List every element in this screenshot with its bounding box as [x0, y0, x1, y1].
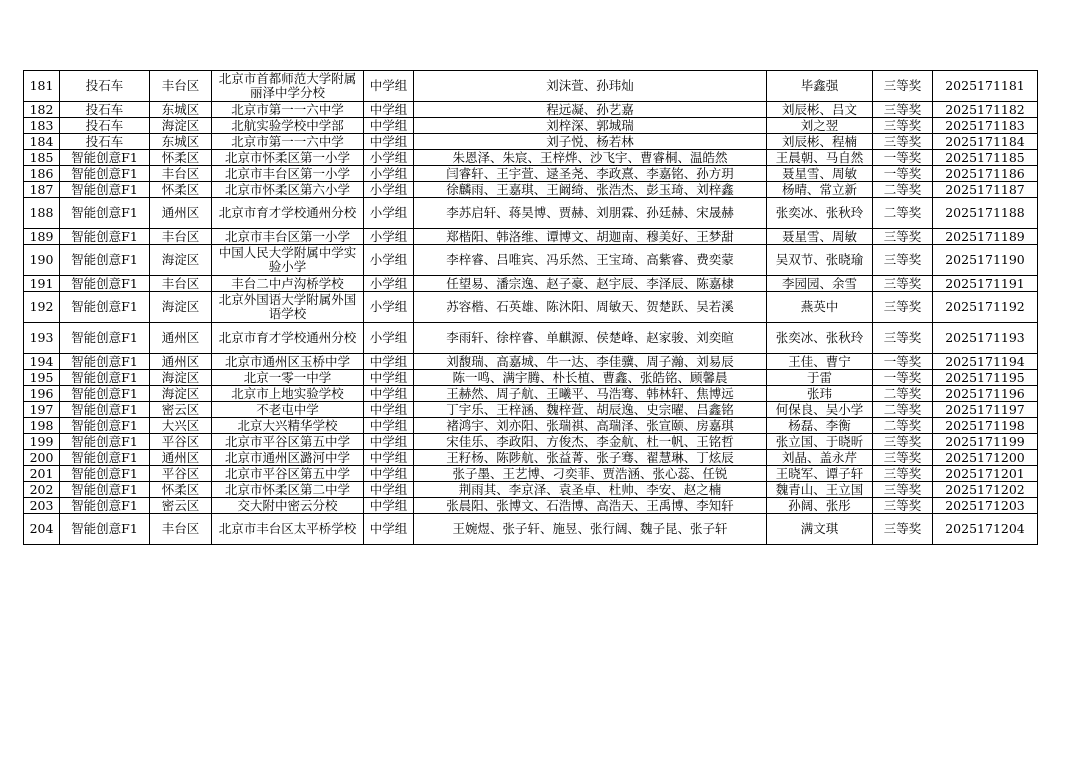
- certificate-cell: 2025171192: [933, 292, 1038, 323]
- event-cell: 智能创意F1: [60, 323, 150, 354]
- serial-cell: 183: [24, 118, 60, 134]
- coach-cell: 吴双节、张晓瑜: [767, 245, 873, 276]
- award-cell: 三等奖: [873, 229, 933, 245]
- district-cell: 丰台区: [150, 514, 212, 545]
- district-cell: 丰台区: [150, 276, 212, 292]
- event-cell: 投石车: [60, 71, 150, 102]
- district-cell: 海淀区: [150, 245, 212, 276]
- coach-cell: 王佳、曹宁: [767, 354, 873, 370]
- students-cell: 朱恩泽、朱宸、王梓烨、沙飞宇、曹睿桐、温皓然: [414, 150, 767, 166]
- group-cell: 小学组: [364, 182, 414, 198]
- certificate-cell: 2025171190: [933, 245, 1038, 276]
- certificate-cell: 2025171188: [933, 198, 1038, 229]
- award-cell: 三等奖: [873, 323, 933, 354]
- group-cell: 中学组: [364, 418, 414, 434]
- award-cell: 三等奖: [873, 514, 933, 545]
- district-cell: 密云区: [150, 402, 212, 418]
- certificate-cell: 2025171183: [933, 118, 1038, 134]
- school-cell: 北京市丰台区第一小学: [212, 166, 364, 182]
- coach-cell: 刘之翌: [767, 118, 873, 134]
- award-cell: 三等奖: [873, 450, 933, 466]
- serial-cell: 201: [24, 466, 60, 482]
- group-cell: 中学组: [364, 498, 414, 514]
- school-cell: 北京市育才学校通州分校: [212, 198, 364, 229]
- students-cell: 丁宇乐、王梓涵、魏梓萱、胡辰逸、史宗曜、吕鑫铭: [414, 402, 767, 418]
- event-cell: 智能创意F1: [60, 292, 150, 323]
- event-cell: 智能创意F1: [60, 354, 150, 370]
- students-cell: 王籽杨、陈陟航、张益菁、张子骞、翟慧琳、丁炫辰: [414, 450, 767, 466]
- district-cell: 海淀区: [150, 386, 212, 402]
- serial-cell: 190: [24, 245, 60, 276]
- group-cell: 中学组: [364, 118, 414, 134]
- certificate-cell: 2025171195: [933, 370, 1038, 386]
- school-cell: 北京市怀柔区第二中学: [212, 482, 364, 498]
- district-cell: 通州区: [150, 450, 212, 466]
- group-cell: 中学组: [364, 434, 414, 450]
- certificate-cell: 2025171185: [933, 150, 1038, 166]
- certificate-cell: 2025171204: [933, 514, 1038, 545]
- district-cell: 东城区: [150, 102, 212, 118]
- coach-cell: 张奕冰、张秋玲: [767, 323, 873, 354]
- serial-cell: 188: [24, 198, 60, 229]
- certificate-cell: 2025171196: [933, 386, 1038, 402]
- students-cell: 刘沫萱、孙玮灿: [414, 71, 767, 102]
- coach-cell: 张奕冰、张秋玲: [767, 198, 873, 229]
- serial-cell: 191: [24, 276, 60, 292]
- coach-cell: 刘辰彬、吕文: [767, 102, 873, 118]
- certificate-cell: 2025171194: [933, 354, 1038, 370]
- school-cell: 不老屯中学: [212, 402, 364, 418]
- group-cell: 小学组: [364, 323, 414, 354]
- school-cell: 北京一零一中学: [212, 370, 364, 386]
- coach-cell: 毕鑫强: [767, 71, 873, 102]
- award-cell: 一等奖: [873, 150, 933, 166]
- school-cell: 北京市怀柔区第一小学: [212, 150, 364, 166]
- district-cell: 丰台区: [150, 229, 212, 245]
- students-cell: 张晨阳、张博文、石浩博、高浩天、王禹博、李知轩: [414, 498, 767, 514]
- award-cell: 三等奖: [873, 134, 933, 150]
- serial-cell: 193: [24, 323, 60, 354]
- award-cell: 一等奖: [873, 370, 933, 386]
- event-cell: 投石车: [60, 118, 150, 134]
- coach-cell: 刘辰彬、程楠: [767, 134, 873, 150]
- serial-cell: 203: [24, 498, 60, 514]
- serial-cell: 197: [24, 402, 60, 418]
- coach-cell: 王晓军、谭子轩: [767, 466, 873, 482]
- award-cell: 一等奖: [873, 166, 933, 182]
- event-cell: 智能创意F1: [60, 150, 150, 166]
- group-cell: 小学组: [364, 229, 414, 245]
- group-cell: 小学组: [364, 166, 414, 182]
- table-row: [24, 386, 1038, 402]
- award-cell: 二等奖: [873, 182, 933, 198]
- table-row: [24, 498, 1038, 514]
- coach-cell: 孙阔、张彤: [767, 498, 873, 514]
- students-cell: 荆雨其、李京泽、袁圣卓、杜帅、李安、赵之楠: [414, 482, 767, 498]
- table-row: [24, 166, 1038, 182]
- district-cell: 怀柔区: [150, 482, 212, 498]
- certificate-cell: 2025171186: [933, 166, 1038, 182]
- serial-cell: 199: [24, 434, 60, 450]
- event-cell: 智能创意F1: [60, 276, 150, 292]
- certificate-cell: 2025171198: [933, 418, 1038, 434]
- serial-cell: 204: [24, 514, 60, 545]
- group-cell: 小学组: [364, 245, 414, 276]
- award-cell: 三等奖: [873, 292, 933, 323]
- group-cell: 中学组: [364, 514, 414, 545]
- award-cell: 二等奖: [873, 386, 933, 402]
- coach-cell: 张立国、于晓昕: [767, 434, 873, 450]
- group-cell: 小学组: [364, 150, 414, 166]
- group-cell: 中学组: [364, 71, 414, 102]
- table-row: [24, 402, 1038, 418]
- district-cell: 海淀区: [150, 292, 212, 323]
- event-cell: 智能创意F1: [60, 166, 150, 182]
- district-cell: 丰台区: [150, 166, 212, 182]
- district-cell: 平谷区: [150, 466, 212, 482]
- school-cell: 北京大兴精华学校: [212, 418, 364, 434]
- award-cell: 三等奖: [873, 71, 933, 102]
- serial-cell: 187: [24, 182, 60, 198]
- award-cell: 三等奖: [873, 466, 933, 482]
- table-row: [24, 323, 1038, 354]
- event-cell: 智能创意F1: [60, 482, 150, 498]
- table-row: [24, 118, 1038, 134]
- serial-cell: 194: [24, 354, 60, 370]
- students-cell: 宋佳乐、李政阳、方俊杰、李金航、杜一帆、王铭哲: [414, 434, 767, 450]
- serial-cell: 189: [24, 229, 60, 245]
- school-cell: 北航实验学校中学部: [212, 118, 364, 134]
- school-cell: 北京市第一一六中学: [212, 102, 364, 118]
- serial-cell: 181: [24, 71, 60, 102]
- group-cell: 中学组: [364, 482, 414, 498]
- coach-cell: 杨晴、常立新: [767, 182, 873, 198]
- school-cell: 中国人民大学附属中学实验小学: [212, 245, 364, 276]
- table-row: [24, 134, 1038, 150]
- award-cell: 三等奖: [873, 276, 933, 292]
- award-results-table: [23, 70, 1038, 545]
- certificate-cell: 2025171181: [933, 71, 1038, 102]
- table-row: [24, 150, 1038, 166]
- students-cell: 李苏启轩、蒋昊博、贾赫、刘朋霖、孙廷赫、宋晟赫: [414, 198, 767, 229]
- school-cell: 丰台二中卢沟桥学校: [212, 276, 364, 292]
- event-cell: 智能创意F1: [60, 182, 150, 198]
- district-cell: 东城区: [150, 134, 212, 150]
- students-cell: 郑楷阳、韩洛维、谭博文、胡迦南、穆美好、王梦甜: [414, 229, 767, 245]
- group-cell: 小学组: [364, 292, 414, 323]
- coach-cell: 李园园、余雪: [767, 276, 873, 292]
- school-cell: 北京市育才学校通州分校: [212, 323, 364, 354]
- award-cell: 三等奖: [873, 434, 933, 450]
- serial-cell: 184: [24, 134, 60, 150]
- certificate-cell: 2025171182: [933, 102, 1038, 118]
- award-cell: 二等奖: [873, 198, 933, 229]
- coach-cell: 魏青山、王立国: [767, 482, 873, 498]
- students-cell: 陈一鸣、满宇腾、朴长植、曹鑫、张皓铭、顾馨晨: [414, 370, 767, 386]
- group-cell: 中学组: [364, 134, 414, 150]
- table-row: [24, 514, 1038, 545]
- district-cell: 怀柔区: [150, 150, 212, 166]
- school-cell: 北京市第一一六中学: [212, 134, 364, 150]
- school-cell: 北京市首都师范大学附属丽泽中学分校: [212, 71, 364, 102]
- group-cell: 小学组: [364, 198, 414, 229]
- table-row: [24, 276, 1038, 292]
- students-cell: 张子墨、王艺博、刁奕菲、贾浩涵、张心蕊、任锐: [414, 466, 767, 482]
- district-cell: 怀柔区: [150, 182, 212, 198]
- district-cell: 大兴区: [150, 418, 212, 434]
- district-cell: 通州区: [150, 354, 212, 370]
- event-cell: 智能创意F1: [60, 434, 150, 450]
- coach-cell: 何保良、吴小学: [767, 402, 873, 418]
- table-row: [24, 370, 1038, 386]
- event-cell: 智能创意F1: [60, 498, 150, 514]
- award-cell: 三等奖: [873, 118, 933, 134]
- group-cell: 小学组: [364, 276, 414, 292]
- group-cell: 中学组: [364, 354, 414, 370]
- school-cell: 北京市通州区玉桥中学: [212, 354, 364, 370]
- serial-cell: 195: [24, 370, 60, 386]
- table-row: [24, 229, 1038, 245]
- event-cell: 智能创意F1: [60, 514, 150, 545]
- district-cell: 丰台区: [150, 71, 212, 102]
- event-cell: 智能创意F1: [60, 229, 150, 245]
- event-cell: 投石车: [60, 134, 150, 150]
- coach-cell: 杨磊、李衡: [767, 418, 873, 434]
- coach-cell: 刘晶、盖永芹: [767, 450, 873, 466]
- table-row: [24, 450, 1038, 466]
- students-cell: 徐麟雨、王嘉琪、王阚绮、张浩杰、彭玉琦、刘梓鑫: [414, 182, 767, 198]
- certificate-cell: 2025171199: [933, 434, 1038, 450]
- students-cell: 王婉煜、张子轩、施昱、张行阔、魏子昆、张子轩: [414, 514, 767, 545]
- certificate-cell: 2025171193: [933, 323, 1038, 354]
- students-cell: 刘馥瑞、高嘉城、牛一达、李佳骥、周子瀚、刘易辰: [414, 354, 767, 370]
- award-cell: 三等奖: [873, 102, 933, 118]
- students-cell: 程远凝、孙艺嘉: [414, 102, 767, 118]
- district-cell: 海淀区: [150, 370, 212, 386]
- award-cell: 一等奖: [873, 354, 933, 370]
- award-cell: 二等奖: [873, 402, 933, 418]
- serial-cell: 198: [24, 418, 60, 434]
- students-cell: 褚鸿宇、刘亦阳、张瑞祺、高瑞泽、张宣颐、房嘉琪: [414, 418, 767, 434]
- table-row: [24, 482, 1038, 498]
- certificate-cell: 2025171197: [933, 402, 1038, 418]
- coach-cell: 聂星雪、周敏: [767, 229, 873, 245]
- event-cell: 智能创意F1: [60, 245, 150, 276]
- table-row: [24, 354, 1038, 370]
- serial-cell: 202: [24, 482, 60, 498]
- table-row: [24, 102, 1038, 118]
- table-row: [24, 71, 1038, 102]
- table-row: [24, 466, 1038, 482]
- certificate-cell: 2025171184: [933, 134, 1038, 150]
- district-cell: 密云区: [150, 498, 212, 514]
- certificate-cell: 2025171200: [933, 450, 1038, 466]
- school-cell: 北京市平谷区第五中学: [212, 466, 364, 482]
- event-cell: 智能创意F1: [60, 450, 150, 466]
- group-cell: 中学组: [364, 402, 414, 418]
- certificate-cell: 2025171191: [933, 276, 1038, 292]
- school-cell: 北京市丰台区太平桥学校: [212, 514, 364, 545]
- serial-cell: 185: [24, 150, 60, 166]
- school-cell: 北京市通州区潞河中学: [212, 450, 364, 466]
- table-row: [24, 182, 1038, 198]
- group-cell: 中学组: [364, 466, 414, 482]
- table-body: [24, 71, 1038, 545]
- group-cell: 中学组: [364, 450, 414, 466]
- table-row: [24, 245, 1038, 276]
- table-row: [24, 418, 1038, 434]
- event-cell: 智能创意F1: [60, 418, 150, 434]
- event-cell: 智能创意F1: [60, 466, 150, 482]
- certificate-cell: 2025171201: [933, 466, 1038, 482]
- students-cell: 刘子悦、杨若林: [414, 134, 767, 150]
- district-cell: 平谷区: [150, 434, 212, 450]
- students-cell: 苏容楷、石英雄、陈沐阳、周敏天、贺楚跃、吴若溪: [414, 292, 767, 323]
- district-cell: 通州区: [150, 323, 212, 354]
- school-cell: 北京外国语大学附属外国语学校: [212, 292, 364, 323]
- certificate-cell: 2025171189: [933, 229, 1038, 245]
- event-cell: 投石车: [60, 102, 150, 118]
- students-cell: 任望易、潘宗逸、赵子豪、赵宇辰、李泽辰、陈嘉棣: [414, 276, 767, 292]
- coach-cell: 聂星雪、周敏: [767, 166, 873, 182]
- serial-cell: 192: [24, 292, 60, 323]
- table-row: [24, 434, 1038, 450]
- award-cell: 三等奖: [873, 482, 933, 498]
- school-cell: 北京市上地实验学校: [212, 386, 364, 402]
- district-cell: 海淀区: [150, 118, 212, 134]
- school-cell: 北京市丰台区第一小学: [212, 229, 364, 245]
- coach-cell: 于雷: [767, 370, 873, 386]
- students-cell: 李梓睿、吕唯宾、冯乐然、王宝琦、高紫睿、费奕蒙: [414, 245, 767, 276]
- coach-cell: 燕英中: [767, 292, 873, 323]
- coach-cell: 张玮: [767, 386, 873, 402]
- certificate-cell: 2025171202: [933, 482, 1038, 498]
- students-cell: 闫睿轩、王宇萱、逯圣尧、李政熹、李嘉铭、孙方玥: [414, 166, 767, 182]
- serial-cell: 200: [24, 450, 60, 466]
- students-cell: 刘梓深、郭城瑞: [414, 118, 767, 134]
- award-cell: 三等奖: [873, 498, 933, 514]
- serial-cell: 186: [24, 166, 60, 182]
- group-cell: 中学组: [364, 386, 414, 402]
- certificate-cell: 2025171203: [933, 498, 1038, 514]
- school-cell: 交大附中密云分校: [212, 498, 364, 514]
- district-cell: 通州区: [150, 198, 212, 229]
- table-row: [24, 292, 1038, 323]
- serial-cell: 182: [24, 102, 60, 118]
- event-cell: 智能创意F1: [60, 198, 150, 229]
- award-cell: 二等奖: [873, 418, 933, 434]
- event-cell: 智能创意F1: [60, 386, 150, 402]
- event-cell: 智能创意F1: [60, 370, 150, 386]
- award-cell: 三等奖: [873, 245, 933, 276]
- group-cell: 中学组: [364, 102, 414, 118]
- school-cell: 北京市平谷区第五中学: [212, 434, 364, 450]
- serial-cell: 196: [24, 386, 60, 402]
- students-cell: 李雨轩、徐梓睿、单麒源、侯楚峰、赵家骏、刘奕暄: [414, 323, 767, 354]
- coach-cell: 王晨朝、马自然: [767, 150, 873, 166]
- certificate-cell: 2025171187: [933, 182, 1038, 198]
- group-cell: 中学组: [364, 370, 414, 386]
- event-cell: 智能创意F1: [60, 402, 150, 418]
- students-cell: 王赫然、周子航、王曦平、马浩骞、韩林轩、焦博远: [414, 386, 767, 402]
- school-cell: 北京市怀柔区第六小学: [212, 182, 364, 198]
- coach-cell: 满文琪: [767, 514, 873, 545]
- table-row: [24, 198, 1038, 229]
